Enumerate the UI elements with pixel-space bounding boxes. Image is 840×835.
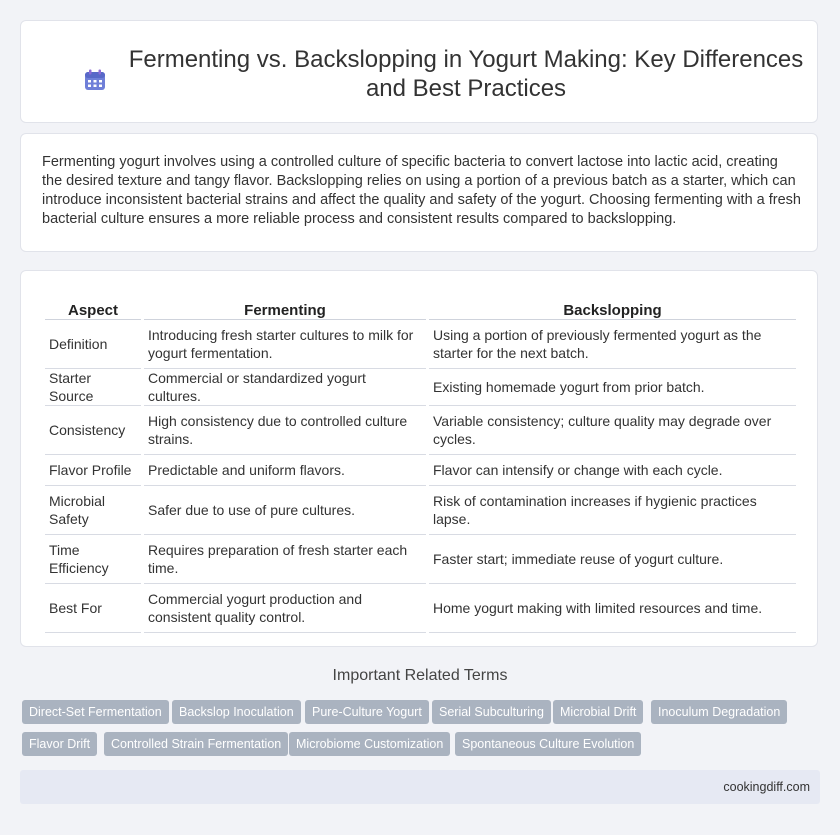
- cell-aspect: Microbial Safety: [45, 486, 141, 535]
- related-term-tag[interactable]: Microbial Drift: [553, 700, 643, 724]
- cell-aspect: Best For: [45, 584, 141, 633]
- related-term-tag[interactable]: Pure-Culture Yogurt: [305, 700, 429, 724]
- table-row: [45, 584, 796, 633]
- related-term-tag[interactable]: Spontaneous Culture Evolution: [455, 732, 641, 756]
- page-title: Fermenting vs. Backslopping in Yogurt Making: Key Differences and Best Practices: [128, 46, 804, 102]
- calendar-icon: [83, 68, 107, 92]
- comparison-table-card: [20, 270, 818, 647]
- header-aspect: Aspect: [45, 293, 141, 320]
- footer: [20, 770, 820, 804]
- table-row: [45, 486, 796, 535]
- cell-fermenting: Safer due to use of pure cultures.: [144, 486, 426, 535]
- related-term-tag[interactable]: Flavor Drift: [22, 732, 97, 756]
- cell-fermenting: Commercial or standardized yogurt cultures.: [144, 369, 426, 406]
- cell-aspect: Definition: [45, 320, 141, 369]
- intro-card: [20, 133, 818, 252]
- cell-backslopping: Flavor can intensify or change with each cycle.: [429, 455, 796, 486]
- related-term-tag[interactable]: Inoculum Degradation: [651, 700, 787, 724]
- cell-backslopping: Home yogurt making with limited resources and time.: [429, 584, 796, 633]
- cell-backslopping: Existing homemade yogurt from prior batch.: [429, 369, 796, 406]
- related-terms-title: Important Related Terms: [332, 667, 508, 684]
- table-row: [45, 535, 796, 584]
- table-row: [45, 320, 796, 369]
- related-term-tag[interactable]: Backslop Inoculation: [172, 700, 301, 724]
- intro-paragraph: Fermenting yogurt involves using a controlled culture of specific bacteria to convert lactose into lactic acid, creating the desired texture and tangy flavor. Backslopping relies on using a portion of a previous batch as a starter, which can introduce inconsistent bacterial strains and affect the quality and safety of the yogurt. Choosing fermenting with a fresh bacterial culture ensures a more reliable process and consistent results compared to backslopping.: [42, 154, 801, 227]
- cell-fermenting: High consistency due to controlled culture strains.: [144, 406, 426, 455]
- cell-backslopping: Using a portion of previously fermented yogurt as the starter for the next batch.: [429, 320, 796, 369]
- comparison-table: [42, 293, 799, 633]
- table-row: [45, 406, 796, 455]
- title-card: [20, 20, 818, 123]
- cell-aspect: Starter Source: [45, 369, 141, 406]
- cell-backslopping: Faster start; immediate reuse of yogurt culture.: [429, 535, 796, 584]
- table-header-row: [45, 293, 796, 320]
- cell-backslopping: Risk of contamination increases if hygienic practices lapse.: [429, 486, 796, 535]
- related-term-tag[interactable]: Controlled Strain Fermentation: [104, 732, 288, 756]
- related-term-tag[interactable]: Serial Subculturing: [432, 700, 551, 724]
- header-backslopping: Backslopping: [429, 293, 796, 320]
- table-row: [45, 369, 796, 406]
- header-fermenting: Fermenting: [144, 293, 426, 320]
- table-row: [45, 455, 796, 486]
- related-term-tag[interactable]: Direct-Set Fermentation: [22, 700, 169, 724]
- footer-site-link[interactable]: cookingdiff.com: [723, 780, 810, 794]
- cell-fermenting: Commercial yogurt production and consistent quality control.: [144, 584, 426, 633]
- cell-fermenting: Requires preparation of fresh starter each time.: [144, 535, 426, 584]
- cell-aspect: Flavor Profile: [45, 455, 141, 486]
- related-term-tag[interactable]: Microbiome Customization: [289, 732, 450, 756]
- cell-fermenting: Predictable and uniform flavors.: [144, 455, 426, 486]
- cell-aspect: Time Efficiency: [45, 535, 141, 584]
- cell-aspect: Consistency: [45, 406, 141, 455]
- cell-backslopping: Variable consistency; culture quality may degrade over cycles.: [429, 406, 796, 455]
- cell-fermenting: Introducing fresh starter cultures to milk for yogurt fermentation.: [144, 320, 426, 369]
